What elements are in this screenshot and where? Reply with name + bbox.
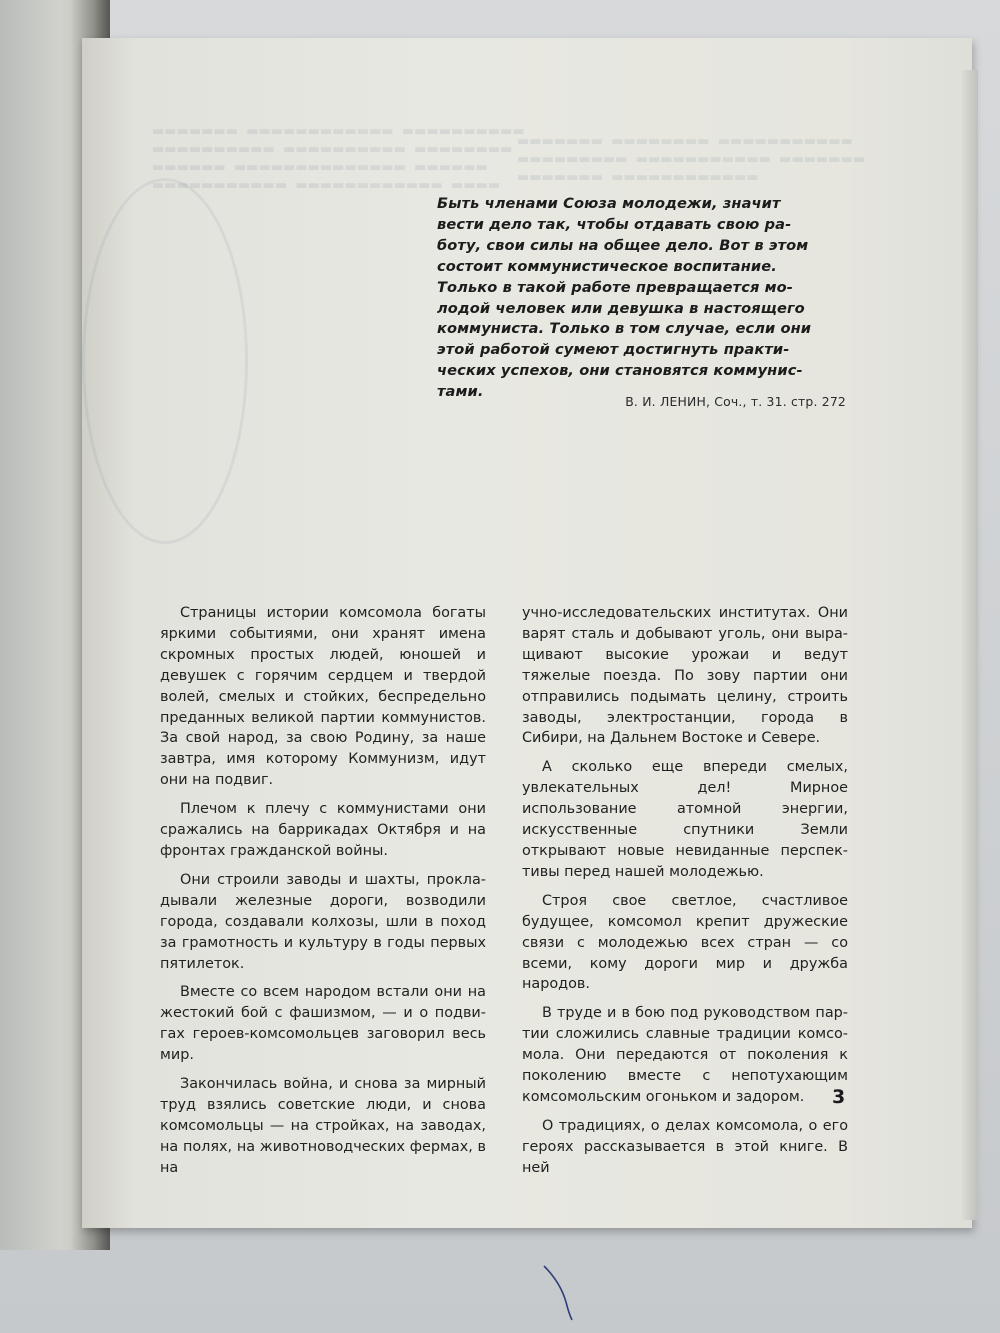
epigraph-line: коммуниста. Только в том случае, если они [437,320,812,338]
epigraph-line: вести дело так, чтобы отдавать свою ра- [437,215,792,233]
text-column-right [522,603,848,1187]
paragraph: Плечом к плечу с коммунистами они сражались на баррикадах Октября и на фронтах гражданской войны. [160,801,486,859]
show-through-illustration [82,178,248,544]
epigraph-line: состоит коммунистическое воспитание. [437,257,777,275]
text-column-left [160,603,486,1187]
paragraph: Вместе со всем народом встали они на жестокий бой с фашизмом, — и о подвигах героев-комсомольцев заговорил весь мир. [160,984,486,1064]
page-stack-edge [962,70,978,1220]
show-through-text-right: ▬▬▬▬▬▬▬ ▬▬▬▬▬▬▬▬ ▬▬▬▬▬▬▬▬▬▬▬ ▬▬▬▬▬▬▬▬▬ ▬▬▬▬▬▬▬▬▬▬▬ ▬▬▬▬▬▬▬ ▬▬▬▬▬▬▬ ▬▬▬▬▬▬▬▬▬▬▬▬ [517,134,866,185]
pen-mark-icon [540,1262,600,1322]
epigraph-line: Только в такой работе превращается мо- [437,278,793,296]
paragraph: В труде и в бою под руководством партии сложились славные традиции комсомола. Они передаются от поколения к поколению вместе с непотухающим комсомольским огоньком и задором. [522,1005,848,1105]
epigraph-line: боту, свои силы на общее дело. Вот в этом [437,236,809,254]
paragraph: Страницы истории комсомола богаты яркими событиями, они хранят имена скромных простых людей, юношей и девушек с горячим сердцем и твердой волей, смелых и стойких, беспредельно преданных великой партии коммунистов. За свой народ, за свою Родину, за наше завтра, имя которому Коммунизм, идут они на подвиг. [160,605,486,789]
epigraph-source: В. И. ЛЕНИН, Соч., т. 31. стр. 272 [625,394,846,409]
epigraph-line: Быть членами Союза молодежи, значит [437,195,781,212]
show-through-text: ▬▬▬▬▬▬▬ ▬▬▬▬▬▬▬▬▬▬▬▬ ▬▬▬▬▬▬▬▬▬▬ ▬▬▬▬▬▬▬▬▬▬ ▬▬▬▬▬▬▬▬▬▬ ▬▬▬▬▬▬▬▬ ▬▬▬▬▬▬ ▬▬▬▬▬▬▬▬▬▬▬▬▬▬ ▬▬▬▬▬▬ ▬▬▬▬▬▬▬▬▬▬▬ ▬▬▬▬▬▬▬▬▬▬▬▬ ▬▬▬▬ [152,124,525,193]
paragraph: Строя свое светлое, счастливое будущее, комсомол крепит дружеские связи с молодежью всех стран — со всеми, кому дороги мир и дружба народов. [522,892,848,993]
paragraph: О традициях, о делах комсомола, о его героях рассказывается в этой книге. В ней [522,1117,848,1176]
epigraph-line: тами. [437,383,484,401]
page-number: 3 [832,1086,846,1108]
epigraph-quote [437,194,846,403]
epigraph-line: этой работой сумеют достигнуть практи- [437,341,790,359]
paragraph: А сколько еще впереди смелых, увлекательных дел! Мирное использование атомной энергии, искусственные спутники Земли открывают новые невиданные перспективы перед нашей молодежью. [522,759,848,880]
epigraph-line: ческих успехов, они становятся коммунис- [437,362,803,380]
paragraph: Они строили заводы и шахты, прокладывали железные дороги, возводили города, создавали колхозы, шли в поход за грамотность и культуру в годы первых пятилеток. [160,871,486,972]
epigraph-line: лодой человек или девушка в настоящего [437,299,805,317]
paragraph-continuation: учно-исследовательских институтах. Они варят сталь и добывают уголь, они выращивают высокие урожаи и ведут тяжелые поезда. По зову партии они отправились подымать целину, строить заводы, электростанции, города в Сибири, на Дальнем Востоке и Севере. [522,605,848,747]
paragraph: Закончилась война, и снова за мирный труд взялись советские люди, и снова комсомольцы — на стройках, на заводах, на полях, на животноводческих фермах, в на [160,1076,486,1176]
